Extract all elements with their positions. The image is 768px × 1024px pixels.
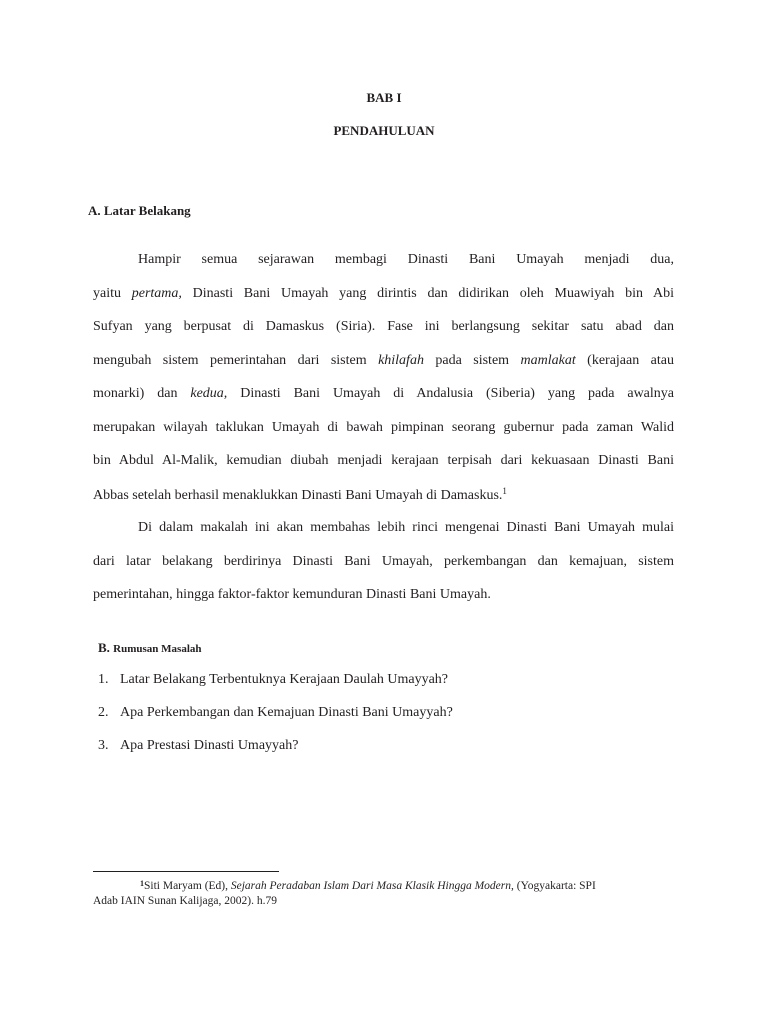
- footnote-line: Adab IAIN Sunan Kalijaga, 2002). h.79: [93, 895, 277, 907]
- paragraph-line: Sufyan yang berpusat di Damaskus (Siria). Fase ini berlangsung sekitar satu abad dan: [93, 319, 674, 334]
- section-b-heading: B. Rumusan Masalah: [98, 640, 202, 655]
- paragraph-line: monarki) dan kedua, Dinasti Bani Umayah di Andalusia (Siberia) yang pada awalnya: [93, 386, 675, 401]
- list-item: 1. Latar Belakang Terbentuknya Kerajaan Daulah Umayyah?: [98, 672, 449, 687]
- paragraph-line: Abbas setelah berhasil menaklukkan Dinasti Bani Umayah di Damaskus.$^1$: [93, 486, 507, 503]
- footnote-divider: [93, 871, 279, 872]
- paragraph-line: yaitu pertama, Dinasti Bani Umayah yang dirintis dan didirikan oleh Muawiyah bin Abi: [93, 286, 674, 301]
- chapter-title: PENDAHULUAN: [333, 123, 435, 138]
- chapter-number: BAB I: [366, 90, 402, 105]
- paragraph-line: dari latar belakang berdirinya Dinasti Bani Umayah, perkembangan dan kemajuan, sistem: [93, 554, 674, 569]
- paragraph-line: merupakan wilayah taklukan Umayah di bawah pimpinan seorang gubernur pada zaman Walid: [93, 420, 674, 435]
- paragraph-line: Hampir semua sejarawan membagi Dinasti Bani Umayah menjadi dua,: [138, 252, 674, 267]
- paragraph-line: Di dalam makalah ini akan membahas lebih rinci mengenai Dinasti Bani Umayah mulai: [138, 520, 674, 535]
- section-a-heading: A. Latar Belakang: [88, 203, 191, 218]
- list-item: 2. Apa Perkembangan dan Kemajuan Dinasti Bani Umayyah?: [98, 705, 453, 720]
- paragraph-line: bin Abdul Al-Malik, kemudian diubah menjadi kerajaan terpisah dari kekuasaan Dinasti Bani: [93, 453, 674, 468]
- footnote-line: $^1$Siti Maryam (Ed), Sejarah Peradaban Islam Dari Masa Klasik Hingga Modern, (Yogyakarta: SPI: [140, 879, 596, 892]
- footnote-marker: 1: [140, 879, 144, 888]
- paragraph-line: pemerintahan, hingga faktor-faktor kemunduran Dinasti Bani Umayah.: [93, 587, 491, 602]
- footnote-reference: 1: [502, 486, 507, 496]
- list-item: 3. Apa Prestasi Dinasti Umayyah?: [98, 738, 299, 753]
- paragraph-line: mengubah sistem pemerintahan dari sistem khilafah pada sistem mamlakat (kerajaan atau: [93, 353, 674, 368]
